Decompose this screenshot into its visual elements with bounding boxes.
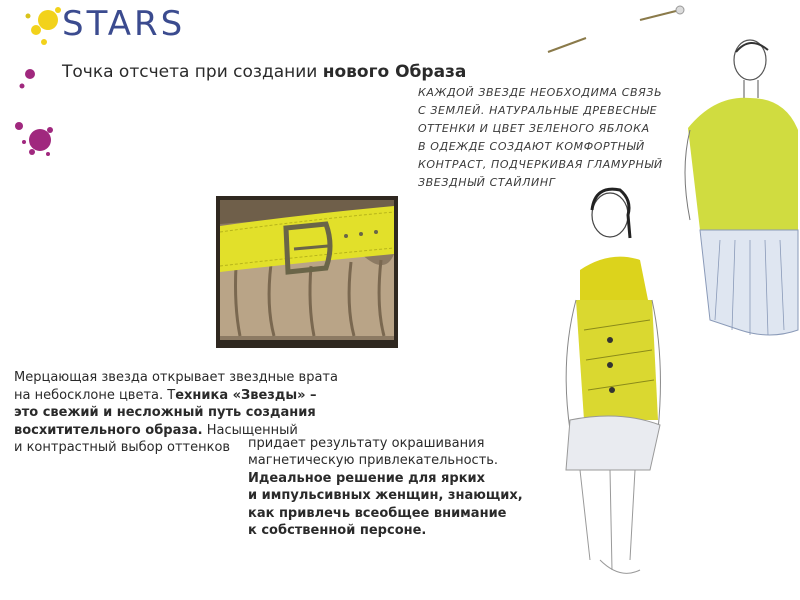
logo-wordmark: STARS	[62, 4, 186, 44]
page-heading: Точка отсчета при создании нового Образа	[62, 62, 467, 82]
quote-line: С ЗЕМЛЕЙ. НАТУРАЛЬНЫЕ ДРЕВЕСНЫЕ	[418, 104, 658, 117]
quote-line: КОНТРАСТ, ПОДЧЕРКИВАЯ ГЛАМУРНЫЙ	[418, 158, 663, 171]
body-text-continued: придает результату окрашивания магнетическую привлекательность. Идеальное решение для ярких и импульсивных женщин, знающих, как привлечь всеобщее внимание к собственной персоне.	[248, 435, 523, 538]
fashion-sketch-illustration	[540, 0, 800, 600]
yellow-belt-photo	[216, 196, 398, 348]
body-text: Мерцающая звезда открывает звездные врата на небосклоне цвета. Техника «Звезды» – это свежий и несложный путь создания восхитительного образа. Насыщенный и контрастный выбор оттенков	[14, 370, 338, 455]
paint-splash-icon	[10, 60, 60, 180]
quote-line: ЗВЕЗДНЫЙ СТАЙЛИНГ	[418, 176, 556, 189]
quote-line: В ОДЕЖДЕ СОЗДАЮТ КОМФОРТНЫЙ	[418, 140, 645, 153]
quote-line: КАЖДОЙ ЗВЕЗДЕ НЕОБХОДИМА СВЯЗЬ	[418, 86, 663, 99]
quote-line: ОТТЕНКИ И ЦВЕТ ЗЕЛЕНОГО ЯБЛОКА	[418, 122, 650, 135]
stars-logo	[14, 0, 214, 58]
